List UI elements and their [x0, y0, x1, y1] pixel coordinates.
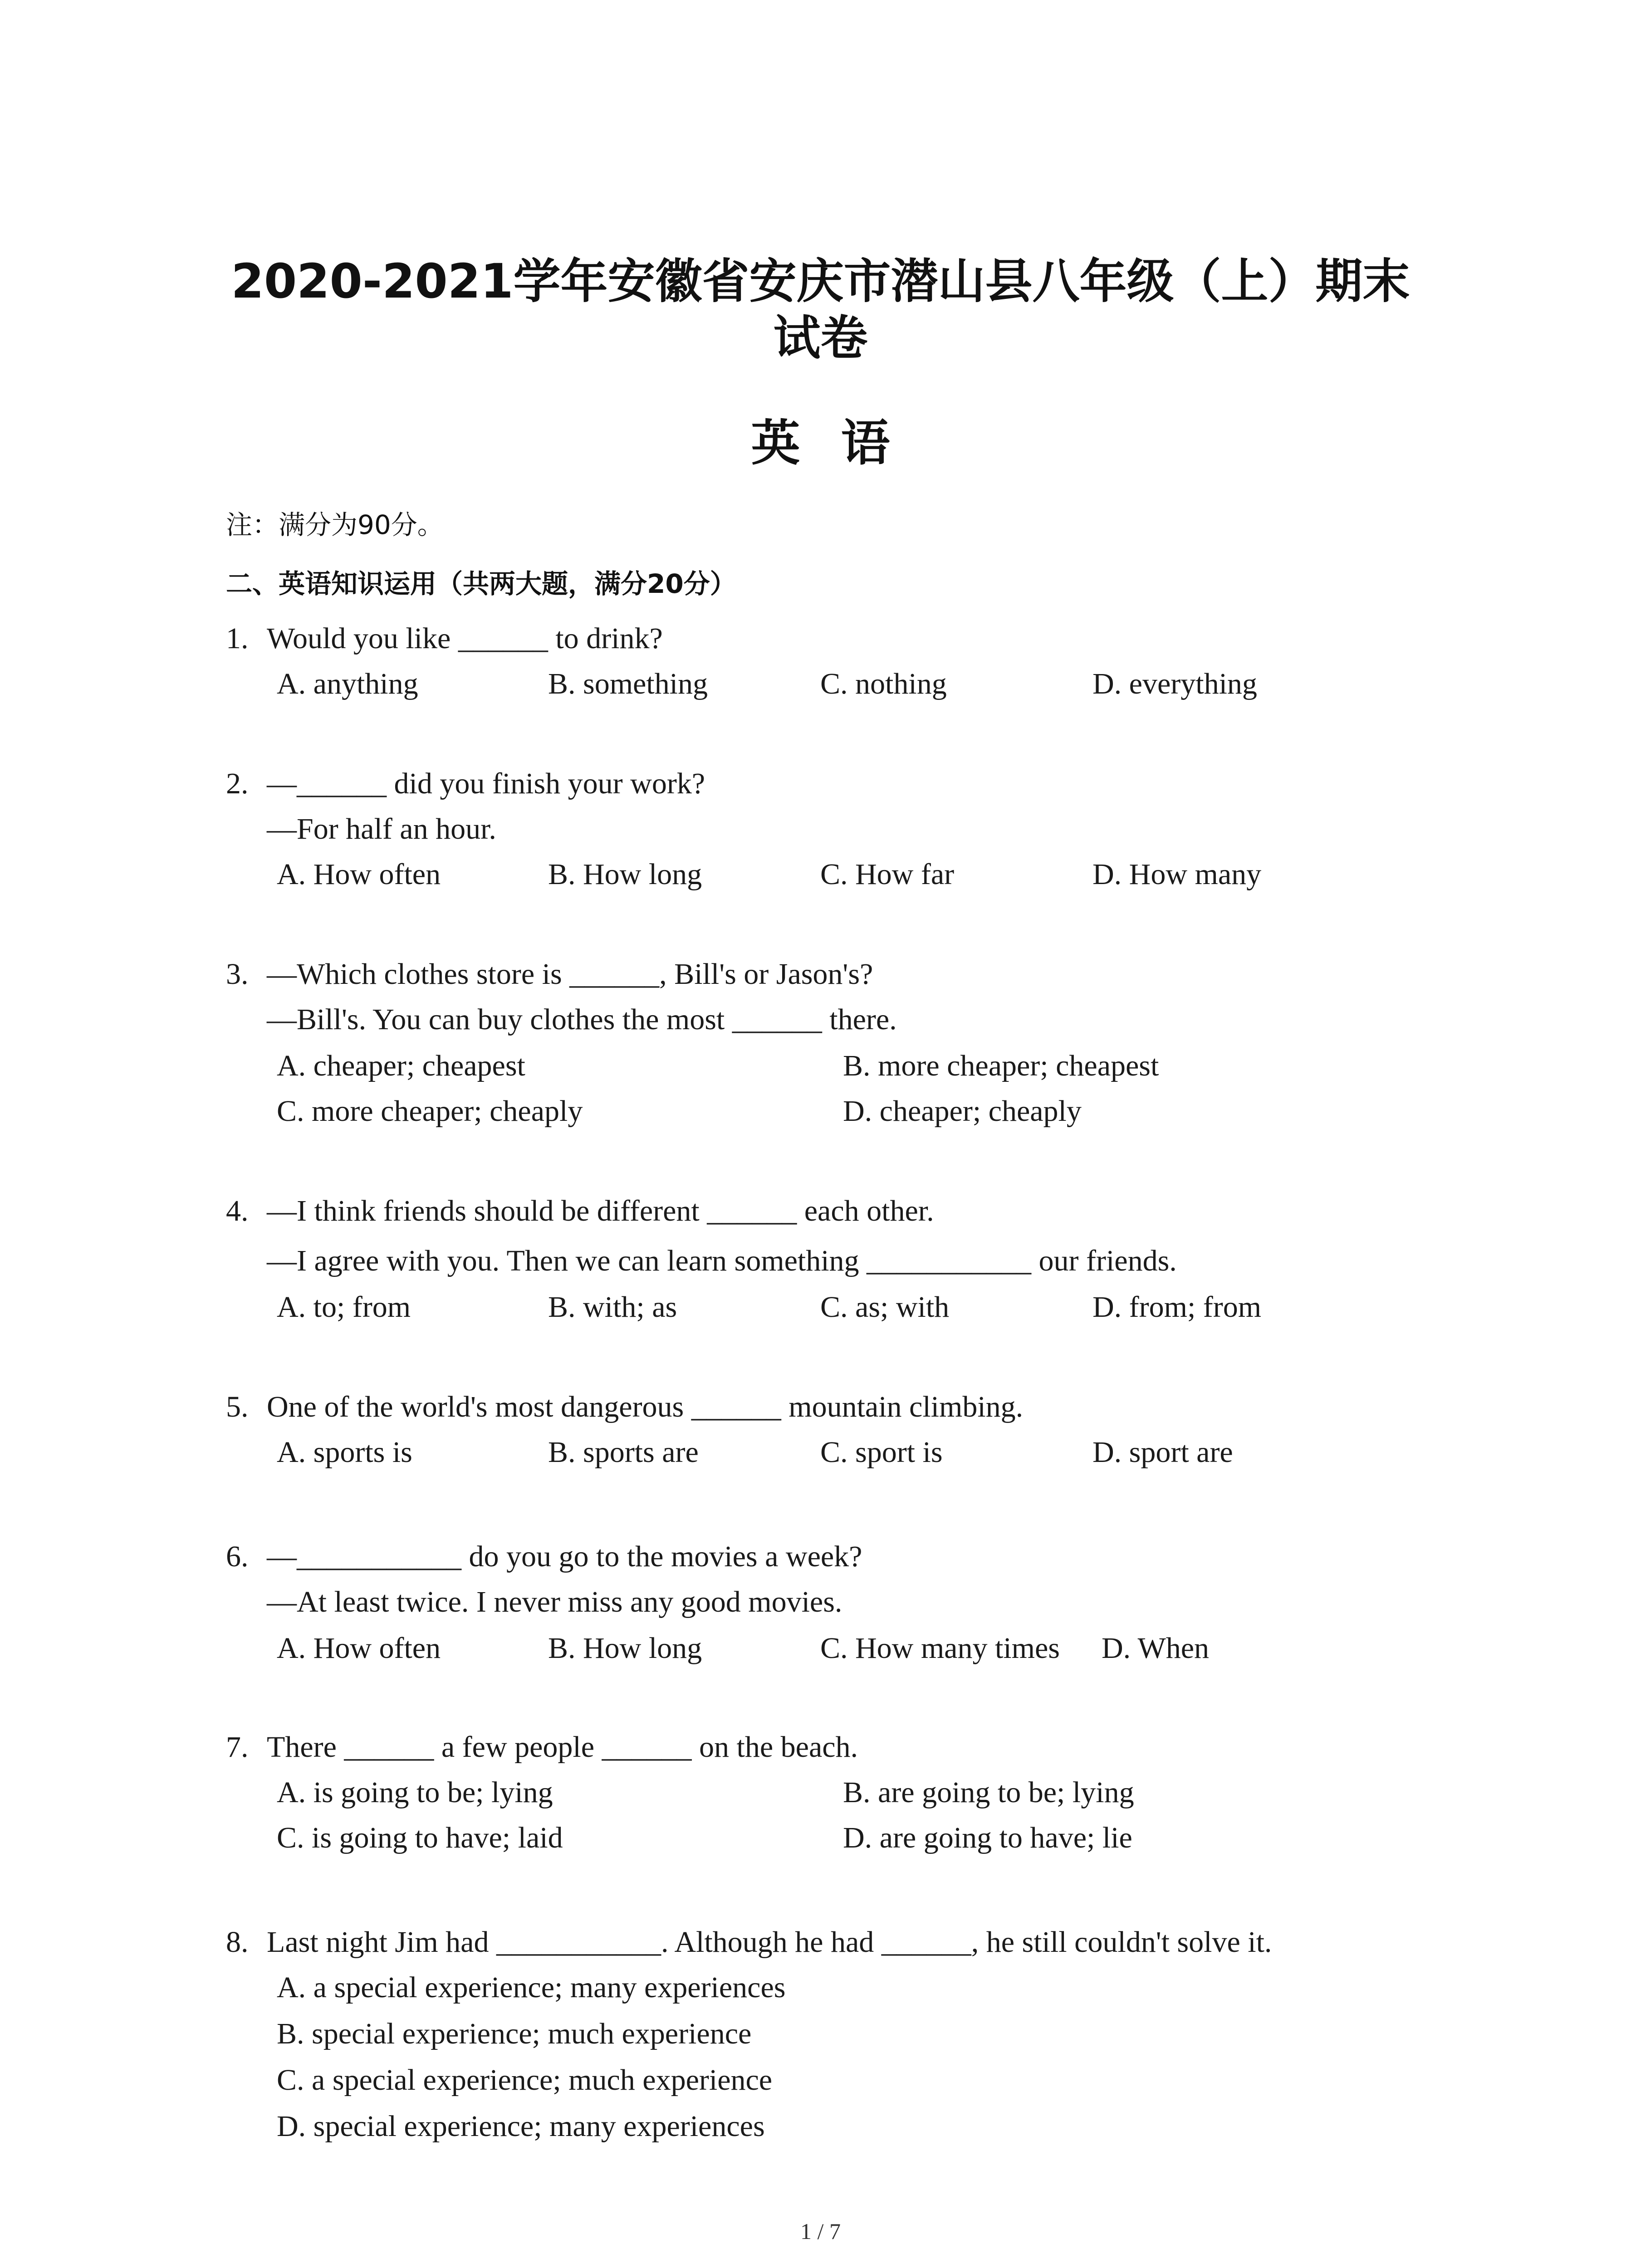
question-number: 6. — [226, 1540, 249, 1573]
option-c: C. a special experience; much experience — [277, 2063, 773, 2097]
option-b: B. special experience; much experience — [277, 2017, 752, 2050]
question-text: One of the world's most dangerous ______ mountain climbing. — [267, 1390, 1024, 1423]
option-d: D. How many — [1092, 858, 1262, 891]
exam-title-line1: 2020-2021学年安徽省安庆市潜山县八年级（上）期末 — [231, 254, 1410, 309]
option-c: C. more cheaper; cheaply — [277, 1095, 583, 1128]
question-number: 8. — [226, 1926, 249, 1959]
option-b: B. are going to be; lying — [843, 1776, 1134, 1809]
option-d: D. are going to have; lie — [843, 1821, 1132, 1854]
score-note: 注：满分为90分。 — [226, 509, 444, 540]
option-c: C. is going to have; laid — [277, 1821, 563, 1854]
option-b: B. with; as — [548, 1290, 677, 1324]
option-d: D. When — [1102, 1632, 1210, 1665]
page-number: 1 / 7 — [800, 2219, 841, 2244]
option-a: A. a special experience; many experiences — [277, 1971, 786, 2004]
option-a: A. sports is — [277, 1436, 412, 1469]
question-number: 2. — [226, 767, 249, 800]
option-b: B. sports are — [548, 1436, 699, 1469]
option-a: A. cheaper; cheapest — [277, 1049, 525, 1082]
option-b: B. How long — [548, 858, 702, 891]
option-d: D. everything — [1092, 667, 1257, 700]
option-a: A. to; from — [277, 1290, 411, 1324]
option-d: D. sport are — [1092, 1436, 1233, 1469]
question-text: —Bill's. You can buy clothes the most ______ there. — [267, 1003, 897, 1036]
question-text: —I think friends should be different ______ each other. — [267, 1194, 934, 1227]
option-d: D. special experience; many experiences — [277, 2110, 765, 2143]
option-d: D. from; from — [1092, 1290, 1262, 1324]
question-text: —______ did you finish your work? — [267, 767, 705, 800]
question-text: Would you like ______ to drink? — [267, 622, 663, 655]
question-text: Last night Jim had ___________. Although he had ______, he still couldn't solve it. — [267, 1926, 1272, 1959]
question-number: 3. — [226, 958, 249, 991]
question-text: —I agree with you. Then we can learn something ___________ our friends. — [267, 1244, 1177, 1277]
option-c: C. nothing — [820, 667, 947, 700]
option-b: B. How long — [548, 1632, 702, 1665]
option-c: C. as; with — [820, 1290, 950, 1324]
question-text: —Which clothes store is ______, Bill's or Jason's? — [267, 958, 873, 991]
option-a: A. anything — [277, 667, 418, 700]
question-number: 5. — [226, 1390, 249, 1423]
option-a: A. How often — [277, 858, 441, 891]
question-number: 1. — [226, 622, 249, 655]
question-number: 7. — [226, 1730, 249, 1764]
option-d: D. cheaper; cheaply — [843, 1095, 1082, 1128]
option-b: B. something — [548, 667, 708, 700]
option-a: A. is going to be; lying — [277, 1776, 553, 1809]
question-text: —For half an hour. — [267, 812, 496, 846]
option-b: B. more cheaper; cheapest — [843, 1049, 1159, 1082]
subject-title: 英语 — [751, 415, 931, 472]
option-a: A. How often — [277, 1632, 441, 1665]
exam-title-line2: 试卷 — [773, 310, 868, 366]
section-title: 二、英语知识运用（共两大题，满分20分） — [226, 568, 736, 599]
question-number: 4. — [226, 1194, 249, 1227]
option-c: C. sport is — [820, 1436, 943, 1469]
question-text: There ______ a few people ______ on the beach. — [267, 1730, 858, 1764]
option-c: C. How far — [820, 858, 955, 891]
question-text: —At least twice. I never miss any good movies. — [267, 1585, 843, 1618]
question-text: —___________ do you go to the movies a week? — [267, 1540, 862, 1573]
option-c: C. How many times — [820, 1632, 1060, 1665]
